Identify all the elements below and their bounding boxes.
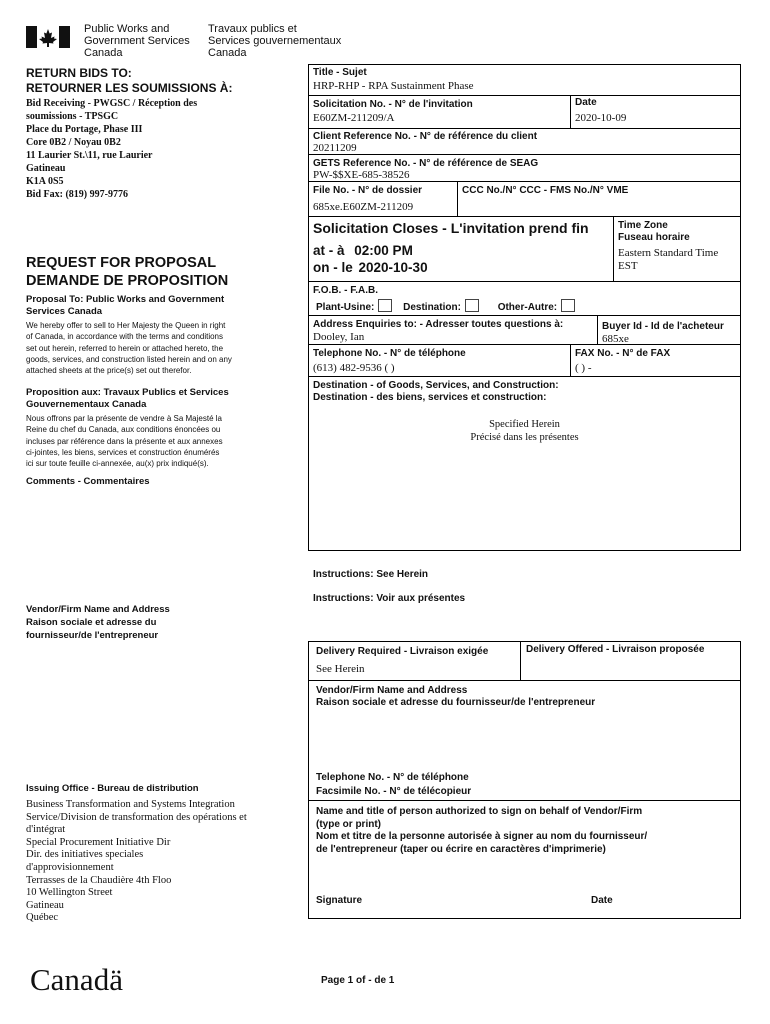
left-vendor-label (26, 603, 170, 642)
tz-label-line: Fuseau horaire (618, 232, 690, 243)
paragraph-line: attached sheets at the price(s) set out therefor. (26, 366, 192, 376)
date-label: Date (575, 97, 597, 108)
specified-herein (308, 418, 741, 444)
comments-label: Comments - Commentaires (26, 476, 150, 487)
signature-label: Signature (316, 895, 363, 906)
govt-name-fr (208, 23, 341, 59)
tz-label-line: Time Zone (618, 220, 668, 231)
offer-paragraph-en (26, 320, 266, 376)
file-no-value: 685xe.E60ZM-211209 (313, 201, 414, 213)
authorized-person-label (316, 806, 647, 856)
title-label: Title - Sujet (313, 67, 367, 78)
other-checkbox[interactable] (561, 299, 575, 312)
issuing-line: d'intégrat (26, 824, 66, 836)
address-enquiries-label: Address Enquiries to: - Adresser toutes questions à: (313, 319, 564, 330)
time-zone-label (618, 220, 690, 244)
address-line: Place du Portage, Phase III (26, 124, 143, 135)
return-bids-title-fr: RETOURNER LES SOUMISSIONS À: (26, 81, 233, 95)
destination-line: Destination - des biens, services et construction: (313, 392, 547, 403)
other-label: Other-Autre: (497, 302, 558, 313)
issuing-line: Terrasses de la Chaudière 4th Floo (26, 874, 172, 886)
proposition-aux (26, 387, 229, 410)
proposal-to (26, 294, 224, 317)
fob-label: F.O.B. - F.A.B. (313, 285, 378, 296)
govt-en-line: Canada (84, 47, 123, 59)
client-ref-label: Client Reference No. - N° de référence du client (313, 131, 538, 142)
file-no-label: File No. - N° de dossier (313, 185, 423, 196)
canada-flag-icon (26, 26, 70, 48)
proposal-to-line: Proposal To: Public Works and Government (26, 294, 225, 305)
solicitation-label: Solicitation No. - N° de l'invitation (313, 99, 473, 110)
page-number: Page 1 of - de 1 (321, 975, 395, 986)
address-enquiries-value: Dooley, Ian (313, 331, 365, 343)
return-bids-address (26, 97, 266, 201)
solicitation-closes-title: Solicitation Closes - L'invitation prend fin (313, 220, 589, 236)
address-line: K1A 0S5 (26, 176, 64, 187)
address-line: Core 0B2 / Noyau 0B2 (26, 137, 121, 148)
address-line: Gatineau (26, 163, 66, 174)
paragraph-line: incluses par référence dans la présente et aux annexes (26, 436, 223, 446)
return-bids-title-en: RETURN BIDS TO: (26, 66, 132, 80)
time-zone-value (618, 247, 718, 273)
client-ref-value: 20211209 (313, 142, 357, 154)
left-vendor-line: fournisseur/de l'entrepreneur (26, 630, 159, 641)
issuing-office-address (26, 799, 276, 925)
vendor-name-label (316, 685, 595, 709)
issuing-line: Québec (26, 912, 59, 924)
issuing-line: Gatineau (26, 899, 64, 911)
auth-line: de l'entrepreneur (taper ou écrire en caractères d'imprimerie) (316, 843, 606, 855)
paragraph-line: Nous offrons par la présente de vendre à Sa Majesté la (26, 414, 222, 423)
fax-value: ( ) - (575, 362, 592, 374)
bid-fax-line: Bid Fax: (819) 997-9776 (26, 189, 128, 200)
delivery-offered-label: Delivery Offered - Livraison proposée (526, 644, 705, 655)
plant-checkbox[interactable] (378, 299, 392, 312)
govt-fr-line: Travaux publics et (208, 23, 297, 35)
govt-fr-line: Services gouvernementaux (208, 35, 342, 47)
title-value: HRP-RHP - RPA Sustainment Phase (313, 80, 474, 92)
plant-label: Plant-Usine: (316, 302, 375, 313)
solicitation-value: E60ZM-211209/A (313, 112, 395, 124)
closing-time-value: 02:00 PM (354, 243, 413, 258)
govt-en-line: Government Services (84, 35, 190, 47)
govt-name-en (84, 23, 190, 59)
proposition-aux-line: Proposition aux: Travaux Publics et Services (26, 387, 229, 398)
buyer-id-label: Buyer Id - Id de l'acheteur (602, 321, 724, 332)
vendor-line: Raison sociale et adresse du fournisseur/de l'entrepreneur (316, 697, 596, 708)
closing-time (313, 242, 413, 259)
delivery-required-label: Delivery Required - Livraison exigée (316, 646, 489, 657)
gets-ref-value: PW-$$XE-685-38526 (313, 169, 410, 181)
vendor-phone-label: Telephone No. - N° de téléphone (316, 772, 469, 783)
telephone-value: (613) 482-9536 ( ) (313, 362, 395, 374)
address-line: Bid Receiving - PWGSC / Réception des (26, 98, 198, 109)
auth-line: Name and title of person authorized to sign on behalf of Vendor/Firm (316, 806, 643, 817)
tz-value-line: EST (618, 260, 638, 272)
left-vendor-line: Vendor/Firm Name and Address (26, 604, 170, 615)
left-vendor-line: Raison sociale et adresse du (26, 617, 157, 628)
paragraph-line: We hereby offer to sell to Her Majesty the Queen in right (26, 321, 226, 330)
buyer-id-value: 685xe (602, 333, 629, 345)
return-bids-title (26, 66, 232, 96)
specified-en: Specified Herein (489, 419, 560, 430)
fob-options (316, 299, 583, 314)
vendor-fax-label: Facsimile No. - N° de télécopieur (316, 786, 472, 797)
instructions-fr: Instructions: Voir aux présentes (313, 593, 466, 604)
rfp-title (26, 254, 228, 290)
at-label: at - à (313, 243, 345, 258)
destination-label: Destination: (403, 302, 461, 313)
fax-label: FAX No. - N° de FAX (575, 348, 671, 359)
on-label: on - le (313, 260, 353, 275)
paragraph-line: goods, services, and construction listed herein and on any (26, 354, 232, 364)
proposition-aux-line: Gouvernementaux Canada (26, 398, 147, 410)
destination-goods-label (313, 380, 559, 404)
auth-line: (type or print) (316, 818, 381, 830)
govt-en-line: Public Works and (84, 23, 170, 35)
paragraph-line: ici sur toute feuille ci-annexée, au(x) prix indiqué(s). (26, 459, 209, 469)
ccc-no-label: CCC No./N° CCC - FMS No./N° VME (462, 185, 629, 196)
signature-date-label: Date (591, 895, 613, 906)
issuing-line: Business Transformation and Systems Integration (26, 799, 235, 810)
address-line: 11 Laurier St.\11, rue Laurier (26, 150, 153, 161)
vendor-phone-fax-label (316, 771, 471, 799)
auth-line: Nom et titre de la personne autorisée à signer au nom du fournisseur/ (316, 831, 648, 842)
paragraph-line: set out herein, referred to herein or attached hereto, the (26, 343, 224, 353)
tz-value-line: Eastern Standard Time (618, 247, 719, 259)
telephone-label: Telephone No. - N° de téléphone (313, 348, 466, 359)
proposal-to-line: Services Canada (26, 305, 103, 317)
issuing-line: Special Procurement Initiative Dir (26, 836, 171, 848)
offer-paragraph-fr (26, 413, 266, 469)
govt-fr-line: Canada (208, 47, 247, 59)
paragraph-line: of Canada, in accordance with the terms and conditions (26, 332, 224, 342)
vendor-line: Vendor/Firm Name and Address (316, 685, 468, 696)
specified-fr: Précisé dans les présentes (470, 432, 579, 443)
issuing-line: 10 Wellington Street (26, 887, 113, 899)
gets-ref-label: GETS Reference No. - N° de référence de SEAG (313, 158, 539, 169)
date-value: 2020-10-09 (575, 112, 627, 124)
closing-date-value: 2020-10-30 (358, 260, 428, 275)
rfp-title-fr: DEMANDE DE PROPOSITION (26, 273, 229, 289)
closing-date (313, 259, 428, 276)
destination-checkbox[interactable] (465, 299, 479, 312)
canada-wordmark: Canadä (30, 962, 123, 997)
issuing-office-label: Issuing Office - Bureau de distribution (26, 783, 199, 794)
delivery-required-value: See Herein (316, 663, 365, 675)
address-line: soumissions - TPSGC (26, 111, 119, 122)
issuing-line: Service/Division de transformation des opérations et (26, 811, 247, 823)
paragraph-line: ci-jointes, les biens, services et construction énumérés (26, 447, 220, 457)
paragraph-line: Reine du chef du Canada, aux conditions énoncées ou (26, 425, 221, 435)
rfp-title-en: REQUEST FOR PROPOSAL (26, 255, 217, 271)
issuing-line: Dir. des initiatives speciales (26, 849, 144, 861)
issuing-line: d'approvisionnement (26, 861, 114, 873)
destination-line: Destination - of Goods, Services, and Construction: (313, 380, 559, 391)
instructions-en: Instructions: See Herein (313, 569, 429, 580)
